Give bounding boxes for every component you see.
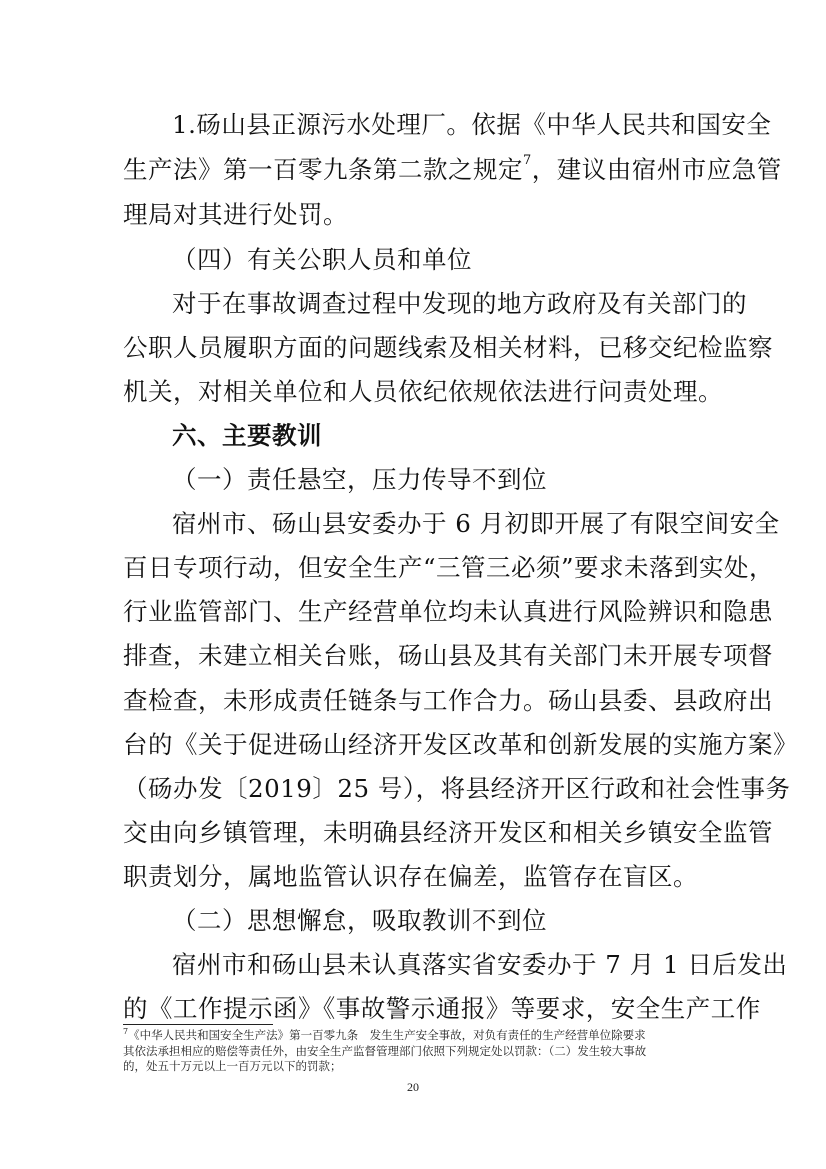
section-heading-4: （四）有关公职人员和单位 [172,245,472,274]
subsection-heading-6-1: （一）责任悬空，压力传导不到位 [172,465,547,494]
paragraph-4-line-1: 宿州市和砀山县未认真落实省安委办于 7 月 1 日后发出 [172,950,788,979]
paragraph-3-line-5: 查检查，未形成责任链条与工作合力。砀山县委、县政府出 [123,686,773,715]
footnote-line-3: 的，处五十万元以上一百万元以下的罚款； [123,1059,342,1073]
paragraph-1-line-1: 1.砀山县正源污水处理厂。依据《中华人民共和国安全 [172,110,772,139]
paragraph-3-line-1: 宿州市、砀山县安委办于 6 月初即开展了有限空间安全 [172,509,780,538]
footnote-line-1 [123,1027,646,1042]
paragraph-2-line-2: 公职人员履职方面的问题线索及相关材料，已移交纪检监察 [123,333,773,362]
paragraph-3-line-4: 排查，未建立相关台账，砀山县及其有关部门未开展专项督 [123,641,773,670]
paragraph-3-line-6: 台的《关于促进砀山经济开发区改革和创新发展的实施方案》 [123,730,798,759]
paragraph-1-line-2a: 生产法》第一百零九条第二款之规定 [123,155,523,184]
paragraph-4-line-2: 的《工作提示函》《事故警示通报》等要求，安全生产工作 [123,994,761,1023]
paragraph-3-line-8: 交由向乡镇管理，未明确县经济开发区和相关乡镇安全监管 [123,818,773,847]
subsection-heading-6-2: （二）思想懈怠，吸取教训不到位 [172,906,547,935]
paragraph-2-line-1: 对于在事故调查过程中发现的地方政府及有关部门的 [172,289,747,318]
paragraph-1-line-2b: ，建议由宿州市应急管 [531,155,782,184]
section-heading-6: 六、主要教训 [172,421,322,450]
paragraph-3-line-9: 职责划分，属地监管认识存在偏差，监管存在盲区。 [123,862,698,891]
footnote-text-1: 《中华人民共和国安全生产法》第一百零九条 发生生产安全事故，对负有责任的生产经营单位除要求 [128,1028,646,1042]
footnote-separator [123,1024,273,1025]
paragraph-3-line-7: （砀办发〔2019〕25 号），将县经济开区行政和社会性事务 [123,774,791,803]
footnote-line-2: 其依法承担相应的赔偿等责任外，由安全生产监督管理部门依照下列规定处以罚款：（二）发生较大事故 [123,1044,647,1058]
footnote-reference: 7 [523,153,532,168]
page-number: 20 [407,1080,419,1094]
paragraph-3-line-2: 百日专项行动，但安全生产“三管三必须”要求未落到实处， [123,553,775,582]
paragraph-2-line-3: 机关，对相关单位和人员依纪依规依法进行问责处理。 [123,377,723,406]
paragraph-1-line-2 [123,153,782,184]
paragraph-3-line-3: 行业监管部门、生产经营单位均未认真进行风险辨识和隐患 [123,597,773,626]
footnote-marker: 7 [123,1027,129,1036]
paragraph-1-line-3: 理局对其进行处罚。 [123,200,348,229]
